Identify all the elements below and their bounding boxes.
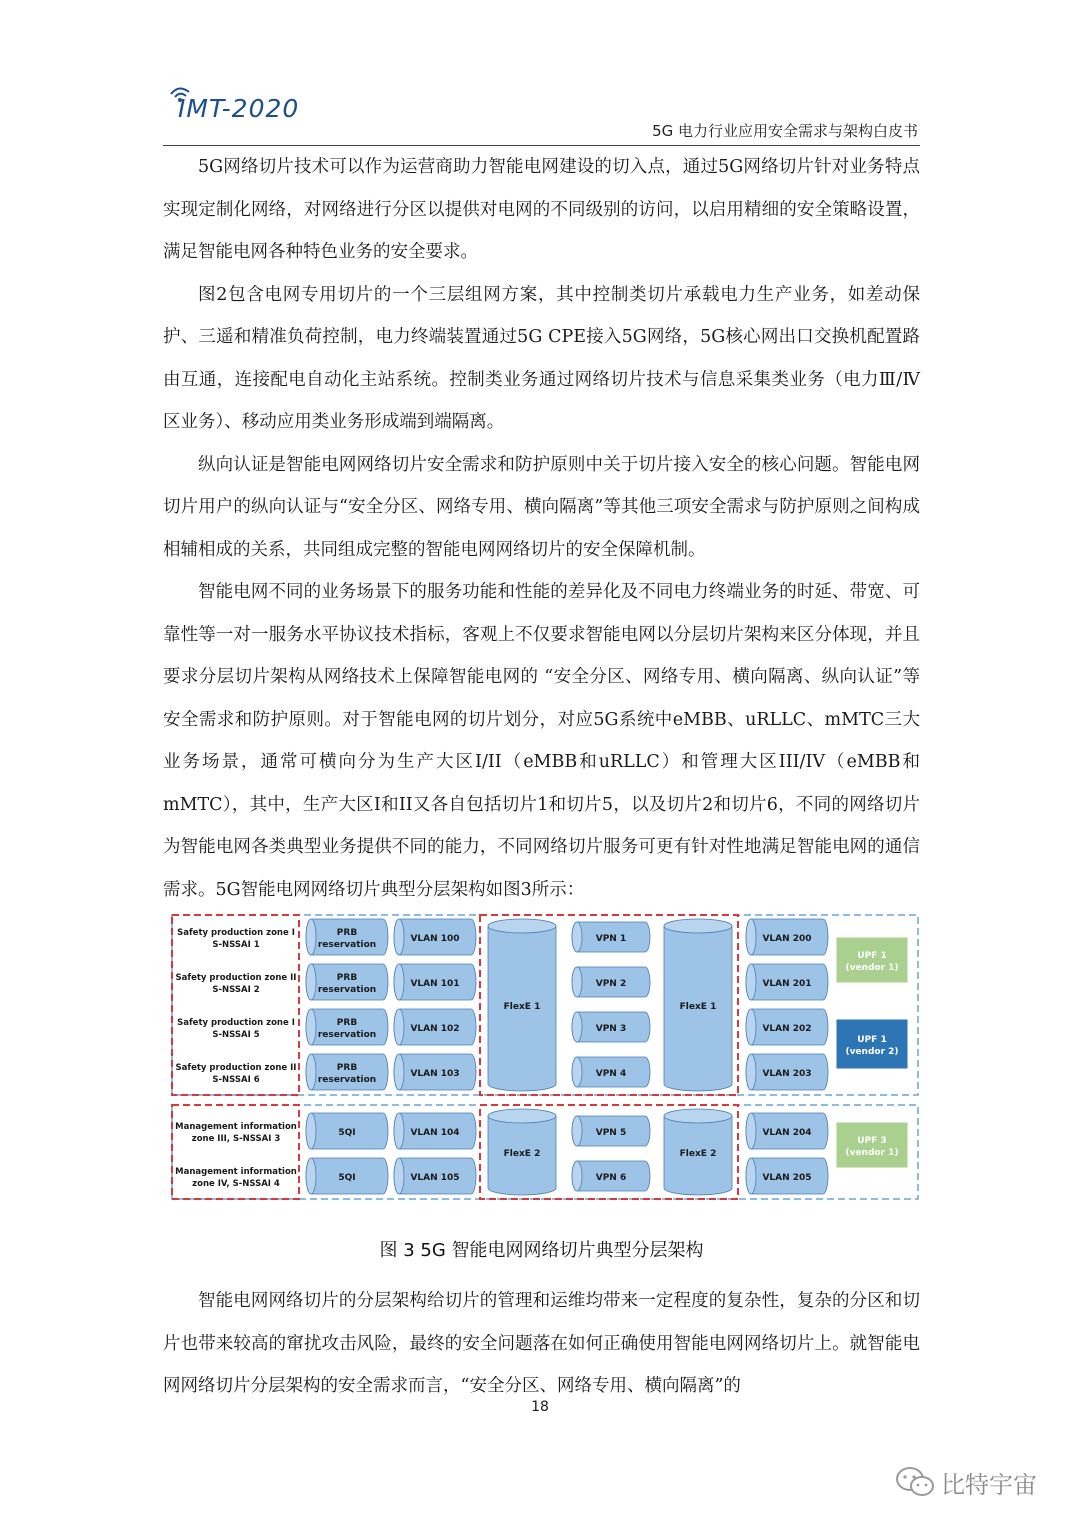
vpn-cylinder-end — [572, 1116, 582, 1146]
vlan-right-cylinder-end — [746, 1009, 756, 1045]
vpn-cylinder-label: VPN 6 — [595, 1173, 627, 1183]
vpn-cylinder-label: VPN 5 — [595, 1128, 627, 1138]
radio-slice-label: reservation — [317, 1030, 377, 1040]
vlan-right-cylinder-label: VLAN 205 — [762, 1173, 812, 1183]
radio-slice-cylinder-end — [306, 964, 316, 1000]
vlan-right-cylinder-label: VLAN 202 — [762, 1024, 812, 1034]
vlan-left-cylinder-label: VLAN 101 — [410, 979, 460, 989]
vlan-left-cylinder-end — [394, 964, 404, 1000]
upf-label: (vendor 2) — [845, 1047, 899, 1057]
radio-slice-label: reservation — [317, 940, 377, 950]
header-title: 5G 电力行业应用安全需求与架构白皮书 — [652, 122, 918, 140]
paragraph: 5G网络切片技术可以作为运营商助力智能电网建设的切入点，通过5G网络切片针对业务特点实现定制化网络，对网络进行分区以提供对电网的不同级别的访问，以启用精细的安全策略设置，满足智能电网各种特色业务的安全要求。 — [163, 157, 920, 262]
vpn-cylinder-label: VPN 3 — [595, 1024, 627, 1034]
network-slice-architecture-diagram — [170, 913, 920, 1201]
radio-slice-cylinder-end — [306, 1113, 316, 1149]
vlan-left-cylinder-label: VLAN 104 — [410, 1128, 460, 1138]
paragraph: 纵向认证是智能电网网络切片安全需求和防护原则中关于切片接入安全的核心问题。智能电网切片用户的纵向认证与“安全分区、网络专用、横向隔离”等其他三项安全需求与防护原则之间构成相辅相成的关系，共同组成完整的智能电网网络切片的安全保障机制。 — [163, 454, 920, 560]
vpn-cylinder-end — [572, 922, 582, 952]
vpn-cylinder-label: VPN 4 — [595, 1069, 627, 1079]
wechat-icon — [895, 1466, 935, 1498]
vlan-left-cylinder-label: VLAN 105 — [410, 1173, 460, 1183]
vpn-cylinder-label: VPN 1 — [595, 934, 627, 944]
body-text-bottom — [163, 1280, 920, 1408]
zone-label: Management information — [175, 1122, 297, 1132]
zone-label: Safety production zone II — [175, 1063, 297, 1073]
flexe-right-cylinder-label: FlexE 1 — [679, 1002, 717, 1012]
vlan-left-cylinder-end — [394, 1158, 404, 1194]
vpn-cylinder-label: VPN 2 — [595, 979, 627, 989]
zone-label: Management information — [175, 1167, 297, 1177]
flexe-right-cylinder-top — [664, 1109, 732, 1123]
vlan-left-cylinder-label: VLAN 102 — [410, 1024, 460, 1034]
flexe-left-cylinder-label: FlexE 2 — [503, 1149, 541, 1159]
vpn-cylinder-end — [572, 1012, 582, 1042]
vlan-right-cylinder-end — [746, 1158, 756, 1194]
watermark-text: 比特宇宙 — [941, 1470, 1037, 1499]
vpn-cylinder-end — [572, 1057, 582, 1087]
zone-label: S-NSSAI 5 — [212, 1030, 260, 1040]
flexe-left-cylinder-label: FlexE 1 — [503, 1002, 541, 1012]
watermark — [895, 1462, 1037, 1502]
zone-label: Safety production zone II — [175, 973, 297, 983]
upf-label: (vendor 1) — [845, 963, 899, 973]
page-number: 18 — [531, 1399, 549, 1415]
radio-slice-label: PRB — [336, 973, 358, 983]
zone-label: Safety production zone I — [177, 1018, 295, 1028]
flexe-left-cylinder-top — [488, 919, 556, 933]
vlan-right-cylinder-label: VLAN 201 — [762, 979, 812, 989]
body-text-top — [163, 146, 920, 911]
flexe-right-cylinder-top — [664, 919, 732, 933]
radio-slice-label: 5QI — [338, 1128, 356, 1138]
radio-slice-label: PRB — [336, 1063, 358, 1073]
radio-slice-label: PRB — [336, 1018, 358, 1028]
zone-label: zone III, S-NSSAI 3 — [191, 1134, 281, 1144]
radio-slice-label: PRB — [336, 928, 358, 938]
upf-label: UPF 3 — [857, 1136, 887, 1146]
vlan-right-cylinder-label: VLAN 200 — [762, 934, 812, 944]
radio-slice-cylinder-end — [306, 1158, 316, 1194]
radio-slice-label: reservation — [317, 1075, 377, 1085]
vpn-cylinder-end — [572, 967, 582, 997]
radio-slice-cylinder-end — [306, 1054, 316, 1090]
vlan-right-cylinder-end — [746, 1054, 756, 1090]
vlan-left-cylinder-end — [394, 1054, 404, 1090]
figure-caption: 图 3 5G 智能电网网络切片典型分层架构 — [379, 1240, 704, 1261]
upf-label: UPF 1 — [857, 951, 887, 961]
radio-slice-cylinder-end — [306, 919, 316, 955]
zone-label: Safety production zone I — [177, 928, 295, 938]
diagram-content — [175, 919, 908, 1195]
upf-label: UPF 1 — [857, 1035, 887, 1045]
vlan-right-cylinder-label: VLAN 203 — [762, 1069, 812, 1079]
flexe-left-cylinder-top — [488, 1109, 556, 1123]
zone-label: S-NSSAI 6 — [212, 1075, 260, 1085]
vlan-right-cylinder-end — [746, 1113, 756, 1149]
flexe-right-cylinder-label: FlexE 2 — [679, 1149, 717, 1159]
logo-text: IMT-2020 — [178, 94, 300, 123]
zone-label: S-NSSAI 1 — [212, 940, 260, 950]
radio-slice-label: reservation — [317, 985, 377, 995]
upf-label: (vendor 1) — [845, 1148, 899, 1158]
vlan-left-cylinder-end — [394, 1009, 404, 1045]
vlan-right-cylinder-label: VLAN 204 — [762, 1128, 812, 1138]
vpn-cylinder-end — [572, 1161, 582, 1191]
paragraph: 智能电网不同的业务场景下的服务功能和性能的差异化及不同电力终端业务的时延、带宽、可靠性等一对一服务水平协议技术指标，客观上不仅要求智能电网以分层切片架构来区分体现，并且要求分层切片架构从网络技术上保障智能电网的 “安全分区、网络专用、横向隔离、纵向认证”等安全需求和防护原则。对于智能电网的切片划分，对应5G系统中eMBB、uRLLC、mMTC三大业务场景，通常可横向分为生产大区I/II（eMBB和uRLLC）和管理大区III/IV（eMBB和mMTC），其中，生产大区I和II又各自包括切片1和切片5，以及切片2和切片6，不同的网络切片为智能电网各类典型业务提供不同的能力，不同网络切片服务可更有针对性地满足智能电网的通信需求。5G智能电网网络切片典型分层架构如图3所示： — [163, 582, 920, 900]
paragraph: 图2包含电网专用切片的一个三层组网方案，其中控制类切片承载电力生产业务，如差动保护、三遥和精准负荷控制，电力终端装置通过5G CPE接入5G网络，5G核心网出口交换机配置路由互通，连接配电自动化主站系统。控制类业务通过网络切片技术与信息采集类业务（电力Ⅲ/Ⅳ区业务）、移动应用类业务形成端到端隔离。 — [163, 284, 920, 432]
vlan-left-cylinder-label: VLAN 103 — [410, 1069, 460, 1079]
vlan-right-cylinder-end — [746, 964, 756, 1000]
radio-slice-label: 5QI — [338, 1173, 356, 1183]
vlan-right-cylinder-end — [746, 919, 756, 955]
vlan-left-cylinder-end — [394, 1113, 404, 1149]
vlan-left-cylinder-end — [394, 919, 404, 955]
radio-slice-cylinder-end — [306, 1009, 316, 1045]
paragraph: 智能电网网络切片的分层架构给切片的管理和运维均带来一定程度的复杂性，复杂的分区和切片也带来较高的窜扰攻击风险，最终的安全问题落在如何正确使用智能电网网络切片上。就智能电网网络切片分层架构的安全需求而言，“安全分区、网络专用、横向隔离”的 — [163, 1291, 920, 1396]
zone-label: S-NSSAI 2 — [212, 985, 260, 995]
vlan-left-cylinder-label: VLAN 100 — [410, 934, 460, 944]
zone-label: zone IV, S-NSSAI 4 — [192, 1179, 280, 1189]
